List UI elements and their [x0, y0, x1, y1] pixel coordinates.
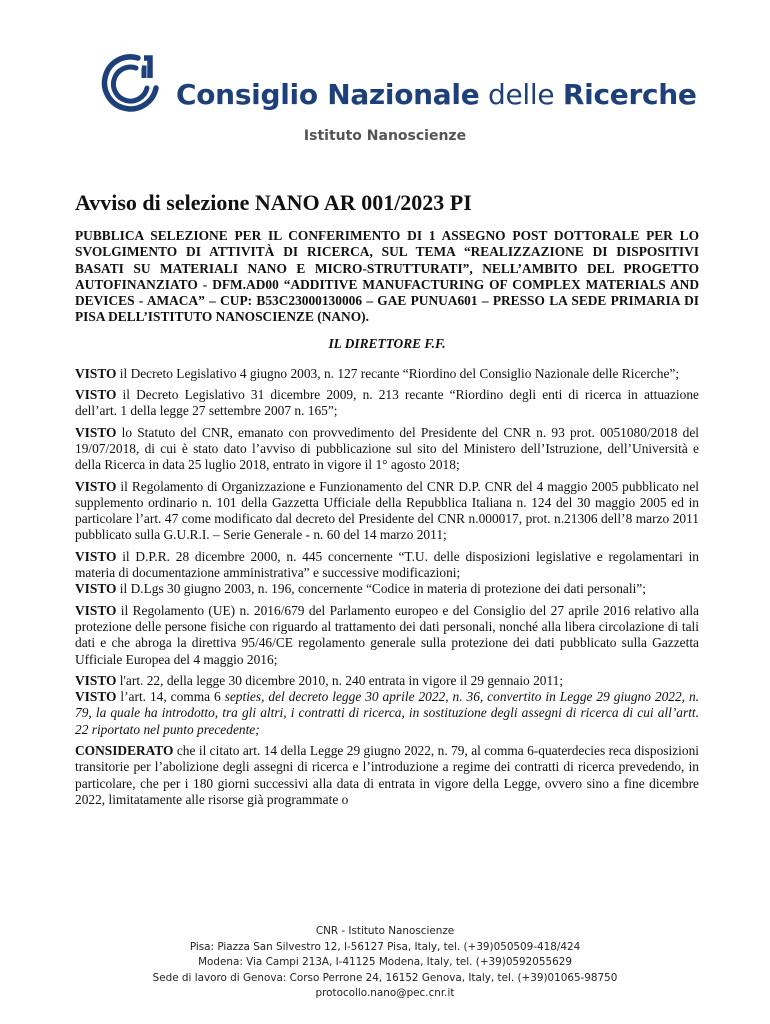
- paragraph-5: [75, 549, 699, 582]
- paragraph-3: [75, 425, 699, 474]
- document-body: [75, 190, 699, 813]
- paragraph-keyword: VISTO: [75, 689, 117, 705]
- footer-email: protocollo.nano@pec.cnr.it: [315, 987, 455, 999]
- paragraph-4: [75, 479, 699, 544]
- paragraph-keyword: VISTO: [75, 602, 117, 618]
- paragraph-6: [75, 581, 699, 597]
- paragraph-text: l’art. 14, comma 6: [116, 689, 225, 705]
- paragraph-10: [75, 743, 699, 808]
- paragraph-text: il D.P.R. 28 dicembre 2000, n. 445 concernente “T.U. delle disposizioni legislative e regolamentari in materia di documentazione amministrativa” e successive modificazioni;: [75, 548, 699, 581]
- notice-title: Avviso di selezione NANO AR 001/2023 PI: [75, 190, 472, 215]
- paragraph-text: il Decreto Legislativo 4 giugno 2003, n. 127 recante “Riordino del Consiglio Nazionale delle Ricerche”;: [116, 365, 680, 381]
- org-name-part2: delle: [488, 78, 555, 111]
- paragraph-keyword: VISTO: [75, 387, 117, 403]
- paragraph-keyword: VISTO: [75, 424, 117, 440]
- paragraph-keyword: VISTO: [75, 478, 117, 494]
- notice-subject: PUBBLICA SELEZIONE PER IL CONFERIMENTO DI 1 ASSEGNO POST DOTTORALE PER LO SVOLGIMENTO DI ATTIVITÀ DI RICERCA, SUL TEMA “REALIZZAZIONE DI DISPOSITIVI BASATI SU MATERIALI NANO E MICRO-STRUTTURATI”, NELL’AMBITO DEL PROGETTO AUTOFINANZIATO - DFM.AD00 “ADDITIVE MANUFACTURING OF COMPLEX MATERIALS AND DEVICES - AMACA” – CUP: B53C23000130006 – GAE PUNUA601 – PRESSO LA SEDE PRIMARIA DI PISA DELL’ISTITUTO NANOSCIENZE (NANO).: [75, 228, 699, 325]
- paragraph-text: l'art. 22, della legge 30 dicembre 2010, n. 240 entrata in vigore il 29 gennaio 2011;: [116, 672, 564, 688]
- org-name-part3: Ricerche: [562, 78, 697, 111]
- paragraph-keyword: VISTO: [75, 548, 117, 564]
- footer-line-3: Modena: Via Campi 213A, I-41125 Modena, Italy, tel. (+39)0592055629: [198, 956, 572, 968]
- paragraph-keyword: VISTO: [75, 365, 117, 381]
- institute-name: Istituto Nanoscienze: [303, 128, 467, 144]
- paragraph-9: [75, 689, 699, 738]
- org-name: [176, 78, 697, 111]
- paragraph-text: lo Statuto del CNR, emanato con provvedimento del Presidente del CNR n. 93 prot. 0051080/2018 del 19/07/2018, di cui è stato dato l’avviso di pubblicazione sul sito del Ministero dell’Istruzione, dell’Università e della Ricerca in data 25 luglio 2018, entrato in vigore il 1° agosto 2018;: [75, 424, 699, 473]
- paragraph-keyword: VISTO: [75, 672, 117, 688]
- page-footer: [0, 924, 770, 1002]
- paragraph-text: il Regolamento di Organizzazione e Funzionamento del CNR D.P. CNR del 4 maggio 2005 pubblicato nel supplemento ordinario n. 101 della Gazzetta Ufficiale della Repubblica Italiana n. 124 del 30 maggio 2005 ed in particolare l’art. 47 come modificato dal decreto del Presidente del CNR n.000017, prot. n.21306 dell’8 marzo 2011 pubblicato sulla G.U.R.I. – Serie Generale - n. 60 del 14 marzo 2011;: [75, 478, 699, 543]
- paragraph-1: [75, 366, 699, 382]
- header-logo: [98, 52, 698, 122]
- paragraph-text: che il citato art. 14 della Legge 29 giugno 2022, n. 79, al comma 6-quaterdecies reca disposizioni transitorie per l’abolizione degli assegni di ricerca e l’introduzione a regime dei contratti di ricerca prevedendo, in particolare, che per i 180 giorni successivi alla data di entrata in vigore della Legge, ovvero sino a fine dicembre 2022, limitatamente alle risorse già programmate o: [75, 743, 699, 807]
- paragraph-8: [75, 673, 699, 689]
- paragraph-text: il D.Lgs 30 giugno 2003, n. 196, concernente “Codice in materia di protezione dei dati personali”;: [116, 581, 646, 597]
- cnr-logo-icon: [98, 52, 160, 114]
- director-heading: IL DIRETTORE F.F.: [328, 335, 446, 351]
- org-name-part1: Consiglio Nazionale: [176, 78, 480, 111]
- paragraph-italic-text: septies, del decreto legge 30 aprile 2022, n. 36, convertito in Legge 29 giugno 2022, n. 79, la quale ha introdotto, tra gli altri, i contratti di ricerca, in sostituzione degli assegni di ricerca di cui all’artt. 22 riportato nel punto precedente;: [75, 689, 699, 737]
- paragraph-keyword: VISTO: [75, 581, 117, 597]
- paragraph-text: il Regolamento (UE) n. 2016/679 del Parlamento europeo e del Consiglio del 27 aprile 2016 relativo alla protezione delle persone fisiche con riguardo al trattamento dei dati personali, nonché alla libera circolazione di tali dati e che abroga la direttiva 95/46/CE regolamento generale sulla protezione dei dati pubblicato sulla Gazzetta Ufficiale Europea del 4 maggio 2016;: [75, 602, 699, 667]
- paragraph-7: [75, 603, 699, 668]
- footer-line-1: CNR - Istituto Nanoscienze: [315, 925, 455, 937]
- paragraph-text: il Decreto Legislativo 31 dicembre 2009, n. 213 recante “Riordino degli enti di ricerca in attuazione dell’art. 1 della legge 27 settembre 2007 n. 165”;: [75, 387, 699, 419]
- footer-line-4: Sede di lavoro di Genova: Corso Perrone 24, 16152 Genova, Italy, tel. (+39)01065-98750: [152, 971, 618, 984]
- footer-line-2: Pisa: Piazza San Silvestro 12, I-56127 Pisa, Italy, tel. (+39)050509-418/424: [189, 940, 581, 953]
- paragraph-2: [75, 387, 699, 420]
- paragraph-keyword: CONSIDERATO: [75, 743, 174, 759]
